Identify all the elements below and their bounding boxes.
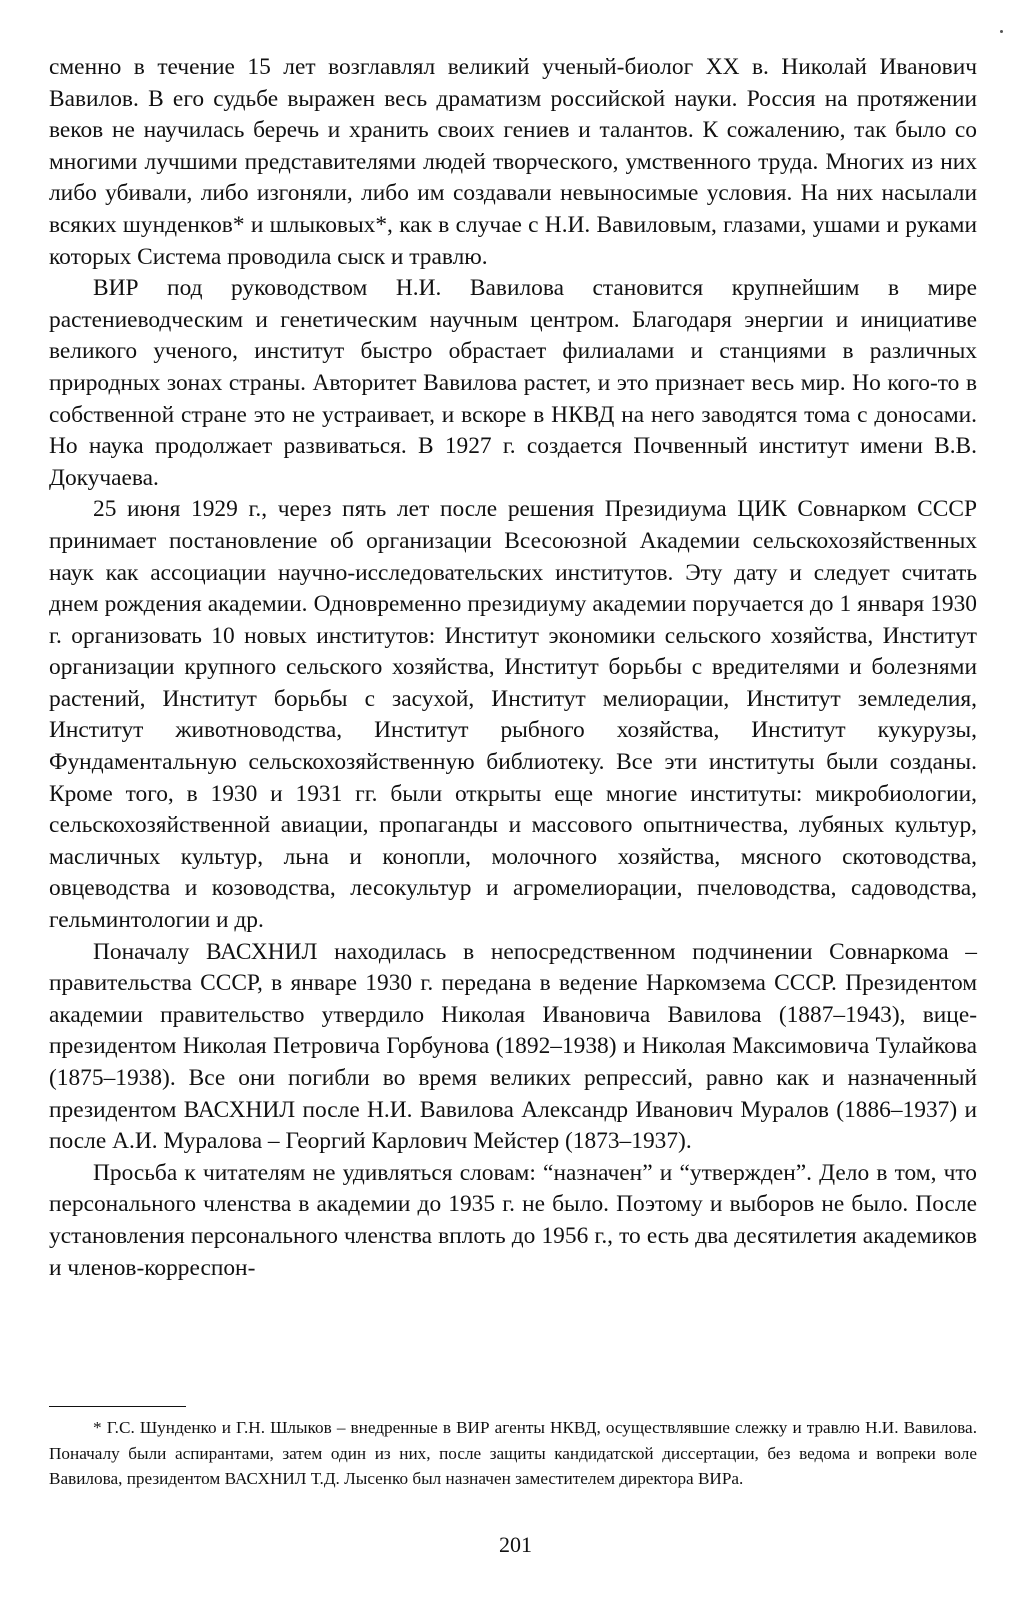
paragraph-continued: сменно в течение 15 лет возглавлял великий ученый-биолог XX в. Николай Иванович Вавилов. В его судьбе выражен весь драматизм российской науки. Россия на протяжении веков не научилась беречь и хранить своих гениев и талантов. К сожалению, так было со многими лучшими представителями людей творческого, умственного труда. Многих из них либо убивали, либо изгоняли, либо им создавали невыносимые условия. На них насылали всяких шунденков* и шлыковых*, как в случае с Н.И. Вавиловым, глазами, ушами и руками которых Система проводила сыск и травлю. [49, 54, 977, 270]
paragraph-vaskhnil-leadership: Поначалу ВАСХНИЛ находилась в непосредственном подчинении Совнаркома – правительства СССР, в январе 1930 г. передана в ведение Наркомзема СССР. Президентом академии правительство утвердило Николая Ивановича Вавилова (1887–1943), вице-президентом Николая Петровича Горбунова (1892–1938) и Николая Максимовича Тулайкова (1875–1938). Все они погибли во время великих репрессий, равно как и назначенный президентом ВАСХНИЛ после Н.И. Вавилова Александр Иванович Муралов (1886–1937) и после А.И. Муралова – Георгий Карлович Мейстер (1873–1937). [49, 938, 977, 1155]
page-number: 201 [499, 1532, 532, 1557]
footnote-rule [49, 1406, 186, 1407]
footnote: * Г.С. Шунденко и Г.Н. Шлыков – внедренные в ВИР агенты НКВД, осуществлявшие слежку и травлю Н.И. Вавилова. Поначалу были аспирантами, затем один из них, после защиты кандидатской диссертации, без ведома и вопреки воле Вавилова, президентом ВАСХНИЛ Т.Д. Лысенко был назначен заместителем директора ВИРа. [49, 1418, 977, 1488]
paragraph-academy-founding: 25 июня 1929 г., через пять лет после решения Президиума ЦИК Совнарком СССР принимает постановление об организации Всесоюзной Академии сельскохозяйственных наук как ассоциации научно-исследовательских институтов. Эту дату и следует считать днем рождения академии. Одновременно президиуму академии поручается до 1 января 1930 г. организовать 10 новых институтов: Институт экономики сельского хозяйства, Институт организации крупного сельского хозяйства, Институт борьбы с вредителями и болезнями растений, Институт борьбы с засухой, Институт мелиорации, Институт земледелия, Институт животноводства, Институт рыбного хозяйства, Институт кукурузы, Фундаментальную сельскохозяйственную библиотеку. Все эти институты были созданы. Кроме того, в 1930 и 1931 гг. были открыты еще многие институты: микробиологии, сельскохозяйственной авиации, пропаганды и массового опытничества, лубяных культур, масличных культур, льна и конопли, молочного хозяйства, мясного скотоводства, овцеводства и козоводства, лесокультур и агромелиорации, пчеловодства, садоводства, гельминтологии и др. [49, 496, 977, 934]
main-text [49, 52, 977, 1284]
paragraph-vir: ВИР под руководством Н.И. Вавилова становится крупнейшим в мире растениеводческим и генетическим научным центром. Благодаря энергии и инициативе великого ученого, институт быстро обрастает филиалами и станциями в различных природных зонах страны. Авторитет Вавилова растет, и это признает весь мир. Но кого-то в собственной стране это не устраивает, и вскоре в НКВД на него заводятся тома с доносами. Но наука продолжает развиваться. В 1927 г. создается Почвенный институт имени В.В. Докучаева. [49, 275, 977, 491]
scan-speck [1000, 30, 1003, 33]
paragraph-membership: Просьба к читателям не удивляться словам: “назначен” и “утвержден”. Дело в том, что персонального членства в академии до 1935 г. не было. Поэтому и выборов не было. После установления персонального членства вплоть до 1956 г., то есть два десятилетия академиков и членов-корреспон- [49, 1159, 977, 1281]
